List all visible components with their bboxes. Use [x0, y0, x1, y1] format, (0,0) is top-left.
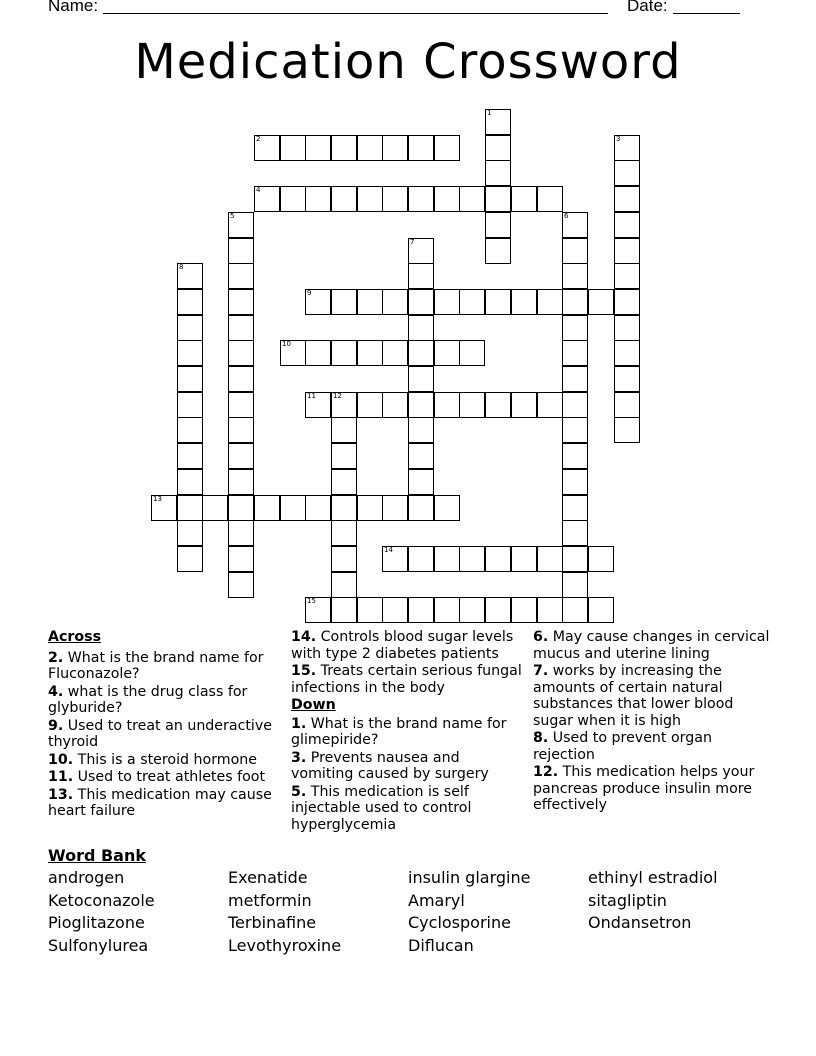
grid-cell[interactable]	[614, 238, 640, 264]
grid-cell[interactable]	[408, 366, 434, 392]
clue-number: 8	[179, 263, 184, 271]
grid-cell[interactable]	[228, 366, 254, 392]
across-heading: Across	[48, 629, 102, 645]
grid-cell[interactable]	[177, 289, 203, 315]
grid-cell[interactable]	[382, 597, 408, 623]
grid-cell[interactable]	[331, 417, 357, 443]
grid-cell[interactable]	[459, 392, 485, 418]
grid-cell[interactable]	[254, 186, 280, 212]
grid-cell[interactable]	[562, 520, 588, 546]
clue-across-11: 11. Used to treat athletes foot	[48, 769, 266, 785]
clue-number: 13	[153, 495, 162, 503]
clue-across-15: 15. Treats certain serious fungal infections in the body	[291, 663, 522, 696]
word-bank-item: metformin	[228, 890, 312, 910]
grid-cell[interactable]	[357, 597, 383, 623]
grid-cell[interactable]	[305, 597, 331, 623]
grid-cell[interactable]	[331, 546, 357, 572]
word-bank-item: Ketoconazole	[48, 890, 155, 910]
grid-cell[interactable]	[485, 109, 511, 135]
grid-cell[interactable]	[485, 186, 511, 212]
grid-cell[interactable]	[177, 340, 203, 366]
grid-cell[interactable]	[151, 495, 177, 521]
grid-cell[interactable]	[434, 289, 460, 315]
grid-cell[interactable]	[459, 597, 485, 623]
word-bank-item: Cyclosporine	[408, 913, 511, 932]
grid-cell[interactable]	[562, 289, 588, 315]
grid-cell[interactable]	[614, 160, 640, 186]
grid-cell[interactable]	[408, 417, 434, 443]
clue-number: 5	[230, 212, 235, 220]
grid-cell[interactable]	[228, 238, 254, 264]
grid-cell[interactable]	[408, 340, 434, 366]
clue-across-2: 2. What is the brand name for Fluconazole?	[48, 649, 264, 682]
clue-number: 3	[616, 135, 621, 143]
clue-across-4: 4. what is the drug class for glyburide?	[48, 683, 248, 716]
grid-cell[interactable]	[331, 340, 357, 366]
grid-cell[interactable]	[331, 597, 357, 623]
clue-number: 6	[564, 212, 569, 220]
grid-cell[interactable]	[614, 417, 640, 443]
grid-cell[interactable]	[305, 340, 331, 366]
grid-cell[interactable]	[357, 186, 383, 212]
grid-cell[interactable]	[614, 340, 640, 366]
grid-cell[interactable]	[331, 135, 357, 161]
grid-cell[interactable]	[357, 340, 383, 366]
clue-down-6: 6. May cause changes in cervical mucus and uterine lining	[533, 629, 770, 662]
word-bank-item: Exenatide	[228, 868, 308, 887]
grid-cell[interactable]	[485, 597, 511, 623]
down-heading: Down	[291, 697, 336, 713]
grid-cell[interactable]	[382, 546, 408, 572]
grid-cell[interactable]	[305, 495, 331, 521]
grid-cell[interactable]	[305, 289, 331, 315]
clue-across-13: 13. This medication may cause heart failure	[48, 786, 272, 819]
grid-cell[interactable]	[434, 186, 460, 212]
grid-cell[interactable]	[562, 238, 588, 264]
grid-cell[interactable]	[408, 597, 434, 623]
grid-cell[interactable]	[382, 289, 408, 315]
grid-cell[interactable]	[485, 160, 511, 186]
grid-cell[interactable]	[562, 392, 588, 418]
grid-cell[interactable]	[177, 417, 203, 443]
grid-cell[interactable]	[228, 392, 254, 418]
word-bank-item: Terbinafine	[228, 913, 317, 932]
word-bank-item: Ondansetron	[588, 913, 692, 932]
grid-cell[interactable]	[228, 340, 254, 366]
grid-cell[interactable]	[434, 392, 460, 418]
grid-cell[interactable]	[228, 495, 254, 521]
grid-cell[interactable]	[177, 443, 203, 469]
clue-down-7: 7. works by increasing the amounts of certain natural substances that lower blood sugar when it is high	[533, 663, 734, 729]
grid-cell[interactable]	[588, 289, 614, 315]
grid-cell[interactable]	[562, 315, 588, 341]
grid-cell[interactable]	[382, 340, 408, 366]
clue-number: 15	[307, 597, 316, 605]
grid-cell[interactable]	[177, 520, 203, 546]
grid-cell[interactable]	[562, 417, 588, 443]
grid-cell[interactable]	[408, 443, 434, 469]
grid-cell[interactable]	[228, 263, 254, 289]
clue-across-14: 14. Controls blood sugar levels with type 2 diabetes patients	[291, 629, 514, 662]
grid-cell[interactable]	[408, 289, 434, 315]
grid-cell[interactable]	[562, 366, 588, 392]
grid-cell[interactable]	[331, 186, 357, 212]
grid-cell[interactable]	[408, 186, 434, 212]
clue-number: 2	[256, 135, 261, 143]
grid-cell[interactable]	[588, 597, 614, 623]
grid-cell[interactable]	[331, 520, 357, 546]
word-bank-item: insulin glargine	[408, 868, 531, 887]
grid-cell[interactable]	[228, 443, 254, 469]
grid-cell[interactable]	[588, 546, 614, 572]
page-title: Medication Crossword	[134, 34, 682, 90]
grid-cell[interactable]	[511, 186, 537, 212]
grid-cell[interactable]	[177, 546, 203, 572]
grid-cell[interactable]	[228, 546, 254, 572]
clues-column-3	[533, 629, 773, 815]
clue-number: 7	[410, 238, 415, 246]
grid-cell[interactable]	[357, 135, 383, 161]
grid-cell[interactable]	[228, 315, 254, 341]
grid-cell[interactable]	[408, 495, 434, 521]
grid-cell[interactable]	[562, 212, 588, 238]
grid-cell[interactable]	[228, 212, 254, 238]
grid-cell[interactable]	[537, 546, 563, 572]
grid-cell[interactable]	[537, 392, 563, 418]
grid-cell[interactable]	[614, 263, 640, 289]
grid-cell[interactable]	[562, 546, 588, 572]
grid-cell[interactable]	[408, 469, 434, 495]
grid-cell[interactable]	[562, 340, 588, 366]
grid-cell[interactable]	[537, 597, 563, 623]
grid-cell[interactable]	[485, 238, 511, 264]
grid-cell[interactable]	[434, 135, 460, 161]
word-bank-item: Amaryl	[408, 890, 465, 910]
grid-cell[interactable]	[177, 366, 203, 392]
grid-cell[interactable]	[331, 392, 357, 418]
word-bank-item: Sulfonylurea	[48, 935, 149, 955]
word-bank-item: androgen	[48, 868, 125, 887]
clue-down-3: 3. Prevents nausea and vomiting caused by surgery	[291, 749, 489, 782]
grid-cell[interactable]	[562, 263, 588, 289]
grid-cell[interactable]	[357, 289, 383, 315]
grid-cell[interactable]	[537, 186, 563, 212]
grid-cell[interactable]	[485, 392, 511, 418]
grid-cell[interactable]	[511, 289, 537, 315]
grid-cell[interactable]	[228, 417, 254, 443]
grid-cell[interactable]	[228, 572, 254, 598]
grid-cell[interactable]	[305, 135, 331, 161]
grid-cell[interactable]	[511, 597, 537, 623]
grid-cell[interactable]	[614, 212, 640, 238]
grid-cell[interactable]	[357, 392, 383, 418]
clue-number: 9	[307, 289, 312, 297]
grid-cell[interactable]	[382, 135, 408, 161]
grid-cell[interactable]	[614, 315, 640, 341]
grid-cell[interactable]	[408, 392, 434, 418]
clues-column-2	[291, 629, 526, 834]
grid-cell[interactable]	[408, 315, 434, 341]
grid-cell[interactable]	[331, 469, 357, 495]
grid-cell[interactable]	[434, 495, 460, 521]
name-label: Name:	[48, 0, 99, 15]
grid-cell[interactable]	[177, 495, 203, 521]
grid-cell[interactable]	[459, 546, 485, 572]
grid-cell[interactable]	[511, 392, 537, 418]
grid-cell[interactable]	[280, 186, 306, 212]
date-label: Date:	[627, 0, 668, 15]
grid-cell[interactable]	[357, 495, 383, 521]
grid-cell[interactable]	[485, 289, 511, 315]
grid-cell[interactable]	[614, 366, 640, 392]
clue-number: 10	[282, 340, 291, 348]
grid-cell[interactable]	[177, 469, 203, 495]
grid-cell[interactable]	[459, 186, 485, 212]
grid-cell[interactable]	[382, 495, 408, 521]
grid-cell[interactable]	[459, 289, 485, 315]
grid-cell[interactable]	[228, 469, 254, 495]
grid-cell[interactable]	[382, 392, 408, 418]
clue-number: 4	[256, 186, 261, 194]
grid-cell[interactable]	[614, 289, 640, 315]
word-bank-item: Pioglitazone	[48, 913, 145, 932]
grid-cell[interactable]	[331, 495, 357, 521]
grid-cell[interactable]	[562, 443, 588, 469]
word-bank-item: Diflucan	[408, 935, 474, 955]
clue-down-1: 1. What is the brand name for glimepiride?	[291, 715, 507, 748]
grid-cell[interactable]	[280, 135, 306, 161]
grid-cell[interactable]	[562, 572, 588, 598]
grid-cell[interactable]	[434, 597, 460, 623]
clue-down-5: 5. This medication is self injectable used to control hyperglycemia	[291, 783, 472, 833]
grid-cell[interactable]	[280, 495, 306, 521]
grid-cell[interactable]	[459, 340, 485, 366]
grid-cell[interactable]	[562, 597, 588, 623]
grid-cell[interactable]	[177, 315, 203, 341]
clue-number: 12	[333, 392, 342, 400]
word-bank-item: sitagliptin	[588, 890, 667, 910]
grid-cell[interactable]	[305, 186, 331, 212]
grid-cell[interactable]	[177, 263, 203, 289]
grid-cell[interactable]	[305, 392, 331, 418]
clue-number: 14	[384, 546, 393, 554]
grid-cell[interactable]	[228, 520, 254, 546]
grid-cell[interactable]	[331, 572, 357, 598]
grid-cell[interactable]	[331, 289, 357, 315]
grid-cell[interactable]	[614, 392, 640, 418]
clue-down-8: 8. Used to prevent organ rejection	[533, 730, 712, 763]
grid-cell[interactable]	[408, 263, 434, 289]
grid-cell[interactable]	[254, 135, 280, 161]
grid-cell[interactable]	[485, 212, 511, 238]
grid-cell[interactable]	[485, 135, 511, 161]
grid-cell[interactable]	[280, 340, 306, 366]
grid-cell[interactable]	[202, 495, 228, 521]
grid-cell[interactable]	[254, 495, 280, 521]
grid-cell[interactable]	[434, 340, 460, 366]
grid-cell[interactable]	[614, 135, 640, 161]
grid-cell[interactable]	[331, 443, 357, 469]
grid-cell[interactable]	[382, 186, 408, 212]
clue-across-9: 9. Used to treat an underactive thyroid	[48, 717, 272, 750]
word-bank-heading: Word Bank	[48, 846, 147, 865]
grid-cell[interactable]	[408, 238, 434, 264]
grid-cell[interactable]	[614, 186, 640, 212]
grid-cell[interactable]	[228, 289, 254, 315]
word-bank-item: Levothyroxine	[228, 935, 342, 955]
grid-cell[interactable]	[511, 546, 537, 572]
grid-cell[interactable]	[537, 289, 563, 315]
word-bank-item: ethinyl estradiol	[588, 868, 718, 887]
grid-cell[interactable]	[485, 546, 511, 572]
grid-cell[interactable]	[562, 495, 588, 521]
grid-cell[interactable]	[408, 546, 434, 572]
clue-down-12: 12. This medication helps your pancreas produce insulin more effectively	[533, 764, 755, 813]
grid-cell[interactable]	[434, 546, 460, 572]
clue-number: 1	[487, 109, 492, 117]
grid-cell[interactable]	[562, 469, 588, 495]
clue-across-10: 10. This is a steroid hormone	[48, 751, 258, 768]
grid-cell[interactable]	[408, 135, 434, 161]
clue-number: 11	[307, 392, 316, 400]
clues-column-1	[48, 629, 283, 821]
grid-cell[interactable]	[177, 392, 203, 418]
